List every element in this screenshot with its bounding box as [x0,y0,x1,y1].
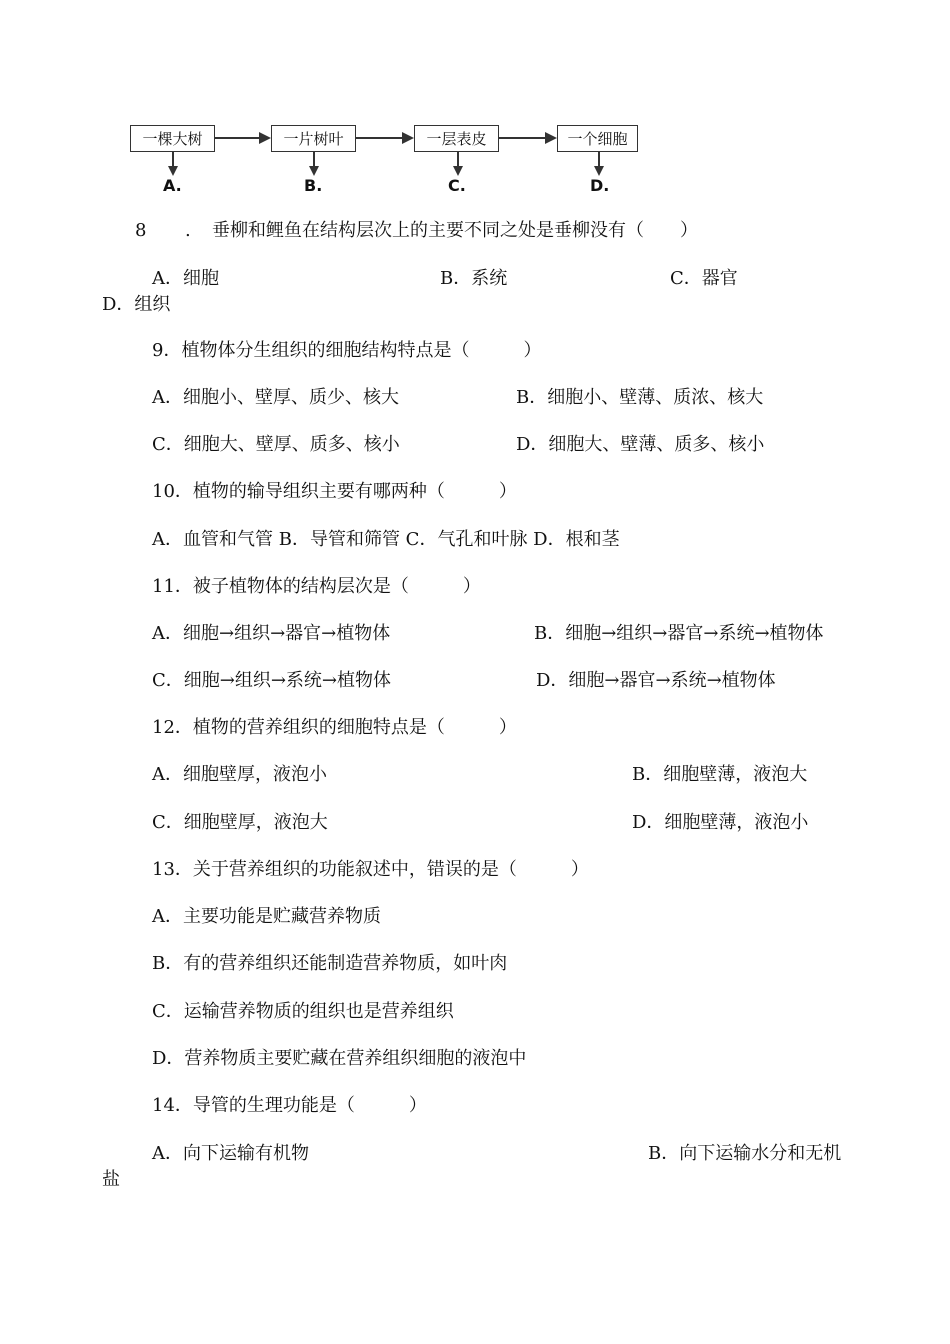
q8-dot: . [185,220,191,241]
q8-option-c: C．器官 [670,268,738,289]
arrow-right-icon [356,131,414,145]
diagram-label-b: B. [304,176,323,195]
arrow-down-icon [167,152,179,176]
arrow-down-icon [593,152,605,176]
q12-option-a: A．细胞壁厚，液泡小 [152,764,327,785]
diagram-box-cell: 一个细胞 [557,125,638,152]
q13-option-b: B．有的营养组织还能制造营养物质，如叶肉 [152,953,508,974]
q8-option-d: D．组织 [102,294,171,315]
diagram-box-epidermis: 一层表皮 [414,125,499,152]
q8-number: 8 [135,220,147,241]
diagram-box-tree: 一棵大树 [130,125,215,152]
q14-option-a: A．向下运输有机物 [152,1143,309,1164]
arrow-right-icon [499,131,557,145]
q11-option-a: A．细胞→组织→器官→植物体 [152,623,391,644]
q8-stem: 垂柳和鲤鱼在结构层次上的主要不同之处是垂柳没有（ ） [212,220,698,241]
q11-option-b: B．细胞→组织→器官→系统→植物体 [534,623,824,644]
q9-option-b: B．细胞小、壁薄、质浓、核大 [516,387,764,408]
q11-option-d: D．细胞→器官→系统→植物体 [536,670,776,691]
q10-options: A．血管和气管 B．导管和筛管 C．气孔和叶脉 D．根和茎 [152,529,620,550]
q12-option-b: B．细胞壁薄，液泡大 [632,764,808,785]
diagram-label-d: D. [590,176,610,195]
q8-option-b: B．系统 [440,268,508,289]
q9-option-d: D．细胞大、壁薄、质多、核小 [516,434,765,455]
diagram-box-leaf: 一片树叶 [271,125,356,152]
arrow-down-icon [452,152,464,176]
q13-option-a: A．主要功能是贮藏营养物质 [152,906,381,927]
q9-option-a: A．细胞小、壁厚、质少、核大 [152,387,399,408]
q9-option-c: C．细胞大、壁厚、质多、核小 [152,434,400,455]
q14-stem: 14．导管的生理功能是（ ） [152,1095,427,1116]
q12-stem: 12．植物的营养组织的细胞特点是（ ） [152,717,517,738]
q11-option-c: C．细胞→组织→系统→植物体 [152,670,392,691]
q12-option-d: D．细胞壁薄，液泡小 [632,812,809,833]
q11-stem: 11．被子植物体的结构层次是（ ） [152,576,481,597]
q8-option-a: A．细胞 [152,268,219,289]
diagram-label-c: C. [448,176,466,195]
q10-stem: 10．植物的输导组织主要有哪两种（ ） [152,481,517,502]
q14-option-b: B．向下运输水分和无机 [648,1143,842,1164]
diagram-label-a: A. [163,176,182,195]
q13-option-c: C．运输营养物质的组织也是营养组织 [152,1001,454,1022]
arrow-down-icon [308,152,320,176]
q14-option-b-wrap: 盐 [102,1169,120,1190]
q9-stem: 9．植物体分生组织的细胞结构特点是（ ） [152,340,542,361]
q13-option-d: D．营养物质主要贮藏在营养组织细胞的液泡中 [152,1048,527,1069]
q13-stem: 13．关于营养组织的功能叙述中，错误的是（ ） [152,859,589,880]
arrow-right-icon [215,131,271,145]
q12-option-c: C．细胞壁厚，液泡大 [152,812,328,833]
